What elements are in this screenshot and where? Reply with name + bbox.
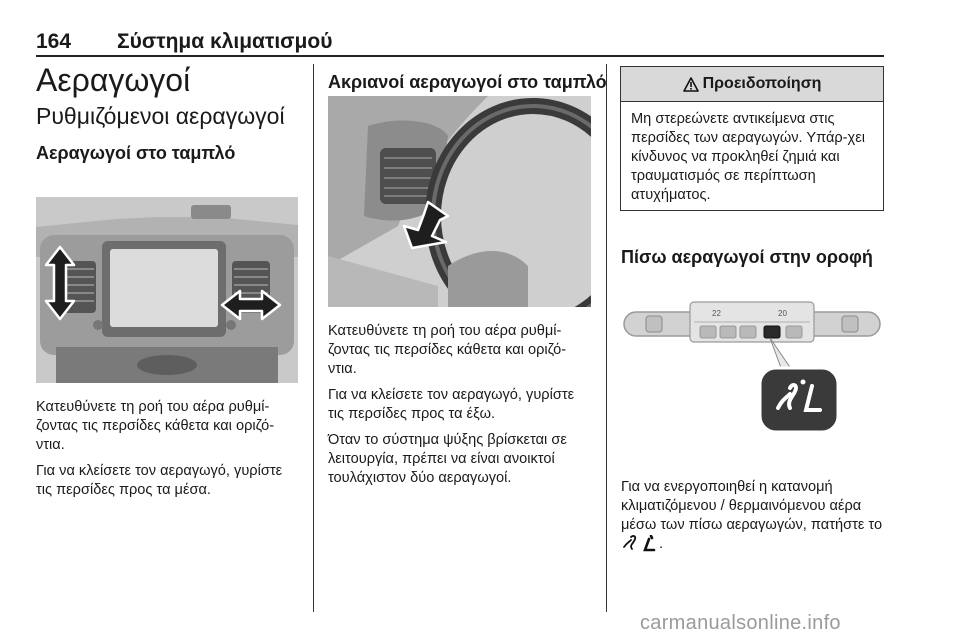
warning-triangle-icon (683, 77, 699, 92)
dashboard-vents-illustration (36, 197, 298, 383)
rear-airflow-icon (621, 535, 659, 553)
column-divider-1 (313, 64, 314, 612)
col2-paragraph-2: Για να κλείσετε τον αεραγωγό, γυρίστε τις περσίδες προς τα έξω. (328, 387, 575, 422)
header-rule (36, 55, 884, 57)
page-number: 164 (36, 30, 72, 53)
side-vent-figure (328, 96, 591, 307)
col3-paragraph: Για να ενεργοποιηθεί η κατανομή κλιματιζόμενου / θερμαινόμενου αέρα μέσω των πίσω αεραγωγών, πατήστε το (621, 479, 883, 533)
column-divider-2 (606, 64, 607, 612)
rear-airflow-snowflake-icon (801, 380, 806, 385)
col3-body (621, 478, 885, 554)
panel-left-display: 22 (712, 309, 721, 318)
dashboard-vents-heading: Αεραγωγοί στο ταμπλό (36, 143, 236, 163)
dashboard-vents-figure (36, 197, 298, 383)
warning-title: Προειδοποίηση (702, 75, 822, 92)
rear-ceiling-panel-illustration (620, 298, 884, 438)
rear-ceiling-panel-figure (620, 298, 884, 438)
subsection-heading: Ρυθμιζόμενοι αεραγωγοί (36, 103, 285, 129)
panel-right-display: 20 (778, 309, 787, 318)
section-heading: Αεραγωγοί (36, 62, 191, 98)
side-vents-heading: Ακριανοί αεραγωγοί στο ταμπλό (328, 72, 607, 92)
col2-paragraph-1: Κατευθύνετε τη ροή του αέρα ρυθμί-ζοντας τις περσίδες κάθετα και οριζό-ντια. (328, 323, 567, 377)
col2-body (328, 322, 593, 495)
col1-paragraph-1: Κατευθύνετε τη ροή του αέρα ρυθμί-ζοντας τις περσίδες κάθετα και οριζό-ντια. (36, 399, 275, 453)
warning-box (620, 66, 884, 211)
col1-body (36, 398, 298, 507)
watermark: carmanualsonline.info (640, 612, 841, 634)
chapter-title: Σύστημα κλιματισμού (117, 30, 333, 53)
side-vent-illustration (328, 96, 591, 307)
col2-paragraph-3: Όταν το σύστημα ψύξης βρίσκεται σε λειτουργία, πρέπει να είναι ανοικτοί τουλάχιστον δύο αεραγωγοί. (328, 432, 567, 486)
col3-paragraph-end: . (659, 536, 664, 552)
rear-airflow-button[interactable] (764, 326, 780, 338)
rear-vents-heading: Πίσω αεραγωγοί στην οροφή (621, 247, 873, 267)
warning-header (621, 67, 883, 102)
col1-paragraph-2: Για να κλείσετε τον αεραγωγό, γυρίστε τις περσίδες προς τα μέσα. (36, 463, 283, 498)
warning-text: Μη στερεώνετε αντικείμενα στις περσίδες των αεραγωγών. Υπάρ-χει κίνδυνος να προκληθεί ζημιά και τραυματισμός σε περίπτωση ατυχήματος. (631, 111, 865, 203)
